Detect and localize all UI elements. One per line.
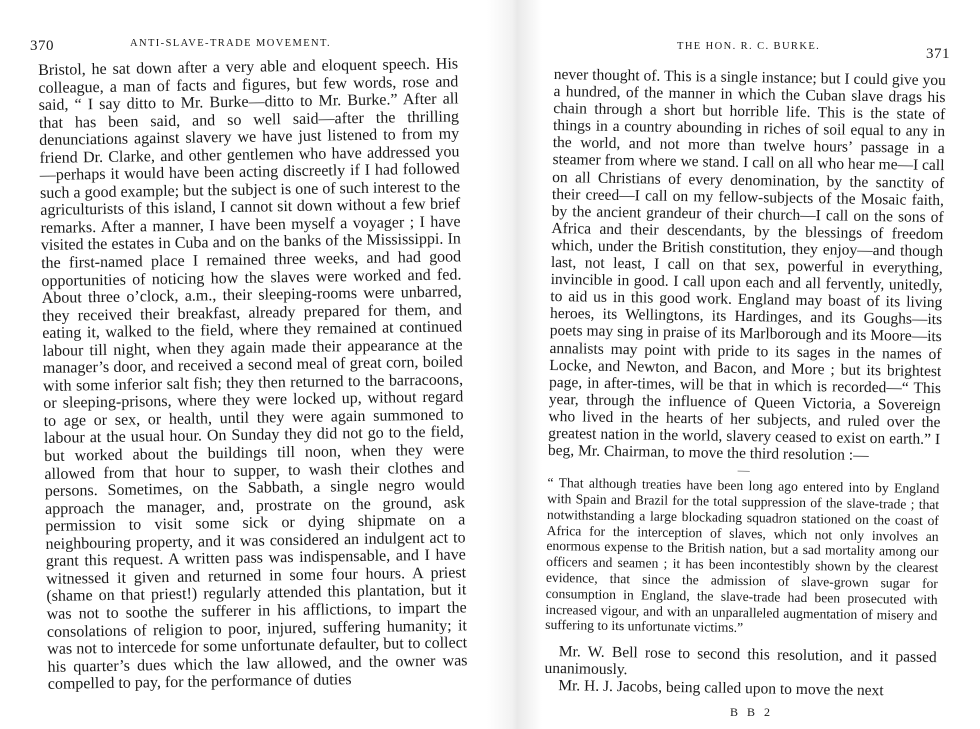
- paragraph-seconded: Mr. W. Bell rose to second this resolution, and it passed unanimously.: [544, 643, 937, 679]
- left-page-number: 370: [30, 38, 54, 54]
- section-separator: —: [737, 463, 750, 478]
- book-gutter-shadow: [487, 0, 542, 729]
- left-running-head: ANTI-SLAVE-TRADE MOVEMENT.: [130, 38, 332, 49]
- signature-mark: B B 2: [730, 705, 774, 719]
- left-body-text: Bristol, he sat down after a very able and eloquent speech. His colleague, a man of facts and figures, but few words, rose and said, “ I say ditto to Mr. Burke—ditto to Mr. Burke.” After all that has been said, and so well said—after the thrilling denunciations against slavery we have just listened to from my friend Dr. Clarke, and other gentlemen who have addressed you—perhaps it would have been acting discreetly if I had followed such a good example; but the subject is one of such interest to the agriculturists of this island, I cannot sit down without a few brief remarks. After a manner, I have been myself a voyager ; I have visited the estates in Cuba and on the banks of the Mississippi. In the first-named place I remained three weeks, and had good opportunities of noticing how the slaves were worked and fed. About three o’clock, a.m., their sleeping-rooms were unbarred, they received their breakfast, already prepared for them, and eating it, walked to the field, where they remained at continued labour till night, when they again made their appearance at the manager’s door, and received a second meal of great corn, boiled with some inferior salt fish; they then returned to the barracoons, or sleeping-prisons, where they were locked up, without regard to age or sex, or health, until they were again summoned to labour at the usual hour. On Sunday they did not go to the field, but worked about the buildings till noon, when they were allowed from that hour to supper, to wash their clothes and persons. Sometimes, on the Sabbath, a single negro would approach the manager, and, prostrate on the ground, ask permission to visit some sick or dying shipmate on a neighbouring property, and it was considered an indulgent act to grant this request. A written pass was indispensable, and I have witnessed it given and returned in some four hours. A priest (shame on that priest!) regularly attended this plantation, but it was not to soothe the sufferer in his afflictions, to impart the consolations of religion to poor, injured, suffering humanity; it was not to intercede for some unfortunate defaulter, but to collect his quarter’s dues which the law allowed, and the owner was compelled to pay, for the performance of duties: [38, 55, 468, 694]
- paragraph-next: Mr. H. J. Jacobs, being called upon to move the next: [558, 677, 884, 700]
- right-body-text: never thought of. This is a single instance; but I could give you a hundred, of the manner in which the Cuban slave drags his chain through a short but horrible life. This is the state of things in a country abounding in riches of soil equal to any in the world, and not more than twelve hours’ passage in a steamer from where we stand. I call on all who hear me—I call on all Christians of every denomination, by the sanctity of their creed—I call on my fellow-subjects of the Mosaic faith, by the ancient grandeur of their church—I call on the sons of Africa and their descendants, by the blessings of freedom which, under the British constitution, they enjoy—and though last, not least, I call on that sex, powerful in everything, invincible in good. I call upon each and all fervently, unitedly, to aid us in this good work. England may boast of its living heroes, its Wellingtons, its Hardinges, and its Goughs—its poets may sing in praise of its Marlborough and its Moore—its annalists may point with pride to its sages in the names of Locke, and Newton, and Bacon, and More ; but its brightest page, in after-times, will be that in which is recorded—“ This year, through the influence of Queen Victoria, a Sovereign who lived in the hearts of her subjects, and ruled over the greatest nation in the world, slavery ceased to exist on earth.” I beg, Mr. Chairman, to move the third resolution :—: [547, 66, 946, 465]
- right-page: [540, 0, 980, 729]
- right-running-head: THE HON. R. C. BURKE.: [677, 41, 821, 52]
- right-body-column: [544, 66, 946, 700]
- right-page-number: 371: [926, 46, 950, 62]
- resolution-quote: “ That although treaties have been long ago entered into by England with Spain and Brazil for the total suppression of the slave-trade ; that notwithstanding a large blockading squadron stationed on the coast of Africa for the interception of slaves, which not only involves an enormous expense to the British nation, but a sad mortality among our officers and seamen ; it has been incontestibly shown by the clearest evidence, that since the admission of slave-grown sugar for consumption in England, the slave-trade had been prosecuted with increased vigour, and with an unparalleled augmentation of misery and suffering to its unfortunate victims.”: [545, 475, 940, 636]
